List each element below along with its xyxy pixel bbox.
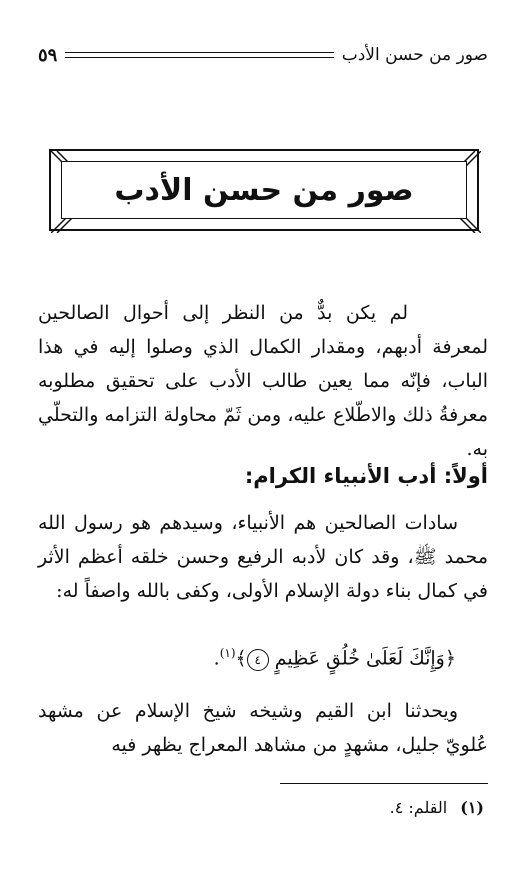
verse-number-marker: ٤ (247, 649, 269, 671)
continuation-paragraph: ويحدثنا ابن القيم وشيخه شيخ الإسلام عن مشهد عُلويّ جليل، مشهدٍ من مشاهد المعراج يظهر فيه (38, 700, 488, 756)
verse-text: ﴿وَإِنَّكَ لَعَلَىٰ خُلُقٍ عَظِيمٍ (274, 647, 456, 670)
quran-verse: ﴿وَإِنَّكَ لَعَلَىٰ خُلُقٍ عَظِيمٍ ٤﴾$^{(١)}$. (213, 646, 456, 670)
footnote-text: القلم: ٤. (389, 798, 448, 817)
footnote (390, 798, 484, 817)
running-header (38, 40, 488, 70)
intro-paragraph: لم يكن بدٌّ من النظر إلى أحوال الصالحين لمعرفة أدبهم، ومقدار الكمال الذي وصلوا إليه في هذا الباب، فإنّه مما يعين طالب الأدب على تحقيق مطلوبه معرفةُ ذلك والاطّلاع عليه، ومن ثَمّ محاولة التزامه والتحلّي به. (38, 302, 488, 460)
chapter-title-frame (49, 149, 479, 231)
footnote-rule (280, 783, 488, 784)
page-number: ٥٩ (38, 44, 58, 66)
verse-close-bracket: ﴾ (235, 647, 247, 670)
header-rule (65, 52, 333, 58)
chapter-title: صور من حسن الأدب (114, 172, 414, 208)
footnote-reference: (١) (219, 646, 236, 660)
prophets-paragraph: سادات الصالحين هم الأنبياء، وسيدهم هو رسول الله محمد ﷺ، وقد كان لأدبه الرفيع وحسن خلقه أعظم الأثر في كمال بناء دولة الإسلام الأولى، وكفى بالله واصفاً له: (38, 512, 488, 602)
footnote-marker: (١) (460, 798, 484, 817)
running-title: صور من حسن الأدب (341, 45, 488, 65)
section-heading: أولاً: أدب الأنبياء الكرام: (244, 464, 488, 488)
chapter-title-box (61, 161, 467, 219)
